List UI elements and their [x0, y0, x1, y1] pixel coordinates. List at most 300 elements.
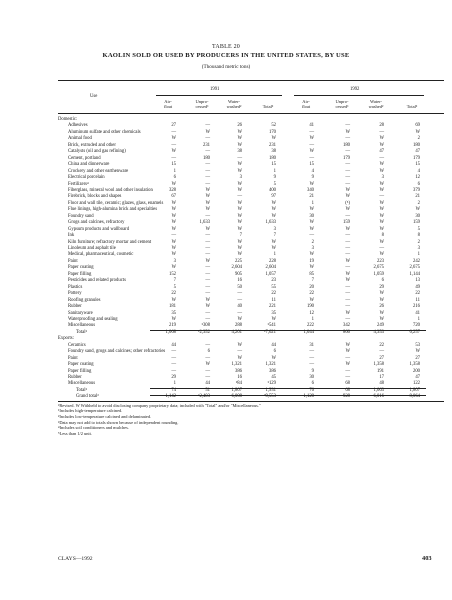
- table-cell: 3: [239, 175, 242, 181]
- table-cell: W: [205, 200, 210, 206]
- table-cell: 28: [379, 123, 384, 129]
- table-cell: W: [171, 297, 176, 303]
- footnote: ²Includes low-temperature calcined and delaminated.: [58, 414, 152, 419]
- table-cell: 3: [273, 226, 276, 232]
- table-cell: 159: [412, 220, 420, 226]
- column-header-line: Unpro-: [195, 99, 209, 104]
- table-cell: 1,142: [165, 394, 176, 400]
- row-label: Animal food: [68, 136, 92, 142]
- table-cell: —: [345, 246, 350, 251]
- table-cell: W: [171, 136, 176, 142]
- table-cell: 3: [173, 258, 176, 264]
- table-cell: W: [205, 187, 210, 193]
- table-cell: W: [171, 252, 176, 258]
- table-cell: 7: [173, 278, 176, 284]
- table-cell: W: [379, 168, 384, 174]
- column-header: [252, 104, 284, 109]
- table-cell: —: [205, 162, 210, 168]
- row-label: Foundry sand, grogs and calcines; other refractories: [68, 349, 166, 355]
- table-cell: —: [171, 362, 176, 368]
- table-cell: W: [345, 342, 350, 348]
- table-cell: 15: [415, 162, 420, 168]
- table-cell: W: [171, 239, 176, 245]
- table-cell: 3: [417, 246, 420, 251]
- column-header-line: washed²: [226, 104, 242, 110]
- table-cell: 222: [306, 323, 314, 329]
- table-cell: 179: [342, 155, 350, 161]
- table-cell: 12: [309, 310, 314, 316]
- row-label: Rubber: [68, 304, 82, 310]
- table-cell: 23: [271, 278, 276, 284]
- table-cell: W: [309, 136, 314, 142]
- table-cell: W: [309, 220, 314, 226]
- table-cell: W: [309, 252, 314, 258]
- table-cell: 48: [379, 381, 384, 387]
- table-cell: —: [205, 342, 210, 348]
- row-label: Cement, portland: [68, 155, 101, 161]
- table-cell: 29: [171, 375, 176, 380]
- table-cell: W: [171, 246, 176, 251]
- table-cell: 288: [234, 323, 242, 329]
- table-cell: 225: [234, 258, 242, 264]
- table-cell: 191: [376, 368, 384, 374]
- table-cell: W: [237, 316, 242, 322]
- table-cell: —: [171, 155, 176, 161]
- table-cell: 9: [311, 175, 314, 181]
- table-cell: ³129: [267, 381, 276, 387]
- table-cell: 2,675: [373, 265, 384, 271]
- table-cell: —: [237, 155, 242, 161]
- table-cell: —: [345, 284, 350, 290]
- table-cell: —: [309, 142, 314, 148]
- table-cell: 7: [239, 233, 242, 239]
- row-label: Ceramics: [68, 342, 86, 348]
- table-cell: 27: [415, 355, 420, 361]
- table-cell: 22: [309, 291, 314, 297]
- table-cell: —: [205, 284, 210, 290]
- table-cell: 15: [309, 162, 314, 168]
- table-cell: 4,353: [373, 329, 384, 335]
- table-cell: 44: [205, 381, 210, 387]
- table-cell: 13: [415, 278, 420, 284]
- table-cell: 219: [168, 323, 176, 329]
- table-cell: 30: [309, 213, 314, 219]
- table-cell: 1,321: [265, 362, 276, 368]
- table-top-rule: [58, 80, 444, 81]
- table-cell: W: [205, 258, 210, 264]
- row-label: Paper filling: [68, 368, 92, 374]
- table-cell: ³9,553: [264, 394, 276, 400]
- table-cell: —: [345, 233, 350, 239]
- table-cell: 180: [412, 142, 420, 148]
- table-cell: 15: [171, 162, 176, 168]
- table-cell: —: [205, 246, 210, 251]
- table-cell: 1: [417, 316, 420, 322]
- table-cell: 15: [271, 162, 276, 168]
- row-label: Aluminum sulfate and other chemicals: [68, 129, 141, 135]
- header-bottom-rule: [58, 113, 444, 114]
- table-cell: W: [237, 220, 242, 226]
- table-cell: 35: [271, 310, 276, 316]
- row-label: Grogs and calcines, refractory: [68, 220, 125, 226]
- table-cell: 22: [171, 291, 176, 297]
- table-cell: W: [205, 194, 210, 200]
- table-cell: 49: [415, 284, 420, 290]
- table-cell: W: [379, 220, 384, 226]
- table-cell: 216: [412, 304, 420, 310]
- table-cell: W: [237, 226, 242, 232]
- table-cell: 53: [415, 342, 420, 348]
- table-cell: —: [171, 368, 176, 374]
- row-label: Grand total³: [76, 394, 99, 400]
- table-cell: W: [205, 297, 210, 303]
- row-label: Plastics: [68, 284, 83, 290]
- table-cell: 2: [417, 136, 420, 142]
- table-cell: W: [345, 226, 350, 232]
- table-cell: —: [309, 362, 314, 368]
- table-cell: 22: [379, 342, 384, 348]
- year-rule-1991: [156, 95, 282, 96]
- table-cell: ³2,352: [198, 329, 210, 335]
- table-cell: W: [415, 349, 420, 355]
- row-label: Waterproofing and sealing: [68, 316, 118, 322]
- table-cell: 2: [417, 200, 420, 206]
- table-cell: —: [205, 310, 210, 316]
- table-cell: W: [205, 304, 210, 310]
- table-cell: 47: [379, 149, 384, 155]
- table-cell: W: [309, 226, 314, 232]
- table-cell: 22: [271, 291, 276, 297]
- table-cell: 41: [309, 123, 314, 129]
- table-cell: 2,675: [409, 265, 420, 271]
- table-cell: W: [379, 207, 384, 213]
- table-cell: 3: [381, 175, 384, 181]
- row-label: Crockery and other earthenware: [68, 168, 129, 174]
- column-header: [152, 99, 184, 109]
- table-cell: 231: [202, 142, 210, 148]
- table-cell: 5: [173, 284, 176, 290]
- column-header-line: Air-: [302, 99, 310, 104]
- table-cell: —: [205, 175, 210, 181]
- table-cell: 1: [417, 252, 420, 258]
- footnote: ³Data may not add to totals shown because of independent rounding.: [58, 419, 179, 425]
- table-cell: W: [379, 291, 384, 297]
- table-cell: 30: [309, 375, 314, 380]
- table-cell: 1: [311, 316, 314, 322]
- column-header: [326, 99, 358, 109]
- table-cell: 50: [237, 284, 242, 290]
- table-cell: —: [205, 355, 210, 361]
- table-cell: 26: [237, 123, 242, 129]
- table-cell: —: [345, 181, 350, 187]
- table-cell: 68: [345, 381, 350, 387]
- table-cell: 1,807: [409, 387, 420, 393]
- table-cell: 328: [168, 187, 176, 193]
- table-cell: W: [309, 181, 314, 187]
- table-cell: 1,044: [303, 329, 314, 335]
- table-cell: —: [345, 168, 350, 174]
- table-cell: 928: [342, 394, 350, 400]
- table-cell: 242: [412, 258, 420, 264]
- table-cell: 7: [273, 233, 276, 239]
- table-cell: W: [345, 278, 350, 284]
- table-cell: 181: [168, 304, 176, 310]
- table-cell: 179: [412, 155, 420, 161]
- table-cell: 8: [417, 233, 420, 239]
- table-cell: —: [205, 233, 210, 239]
- table-cell: W: [171, 181, 176, 187]
- table-cell: 85: [309, 271, 314, 277]
- running-footer: CLAYS—1992: [58, 556, 93, 562]
- table-cell: W: [205, 362, 210, 368]
- table-cell: 228: [268, 258, 276, 264]
- table-cell: 21: [309, 194, 314, 200]
- table-cell: 9: [273, 175, 276, 181]
- table-cell: 1,663: [373, 387, 384, 393]
- table-cell: —: [205, 271, 210, 277]
- table-cell: —: [205, 213, 210, 219]
- table-cell: ³84: [235, 381, 242, 387]
- table-cell: W: [171, 207, 176, 213]
- row-label: Paint: [68, 355, 78, 361]
- table-cell: ³541: [267, 323, 276, 329]
- table-cell: 231: [268, 142, 276, 148]
- table-cell: W: [379, 252, 384, 258]
- table-cell: 6: [381, 278, 384, 284]
- table-cell: 386: [234, 368, 242, 374]
- table-cell: —: [237, 310, 242, 316]
- table-cell: —: [309, 355, 314, 361]
- row-label: Gypsum products and wallboard: [68, 226, 130, 232]
- table-cell: 51: [205, 387, 210, 393]
- table-cell: —: [345, 239, 350, 245]
- use-column-header: Use: [90, 94, 98, 99]
- table-cell: 2: [311, 239, 314, 245]
- table-cell: 6: [173, 175, 176, 181]
- table-cell: W: [345, 187, 350, 193]
- table-cell: 180: [202, 155, 210, 161]
- table-cell: —: [309, 129, 314, 135]
- table-cell: W: [379, 239, 384, 245]
- table-cell: 342: [342, 323, 350, 329]
- table-cell: W: [271, 136, 276, 142]
- table-cell: —: [205, 181, 210, 187]
- row-label: Total³: [76, 329, 87, 335]
- column-header-line: float: [163, 104, 173, 110]
- table-cell: 44: [271, 342, 276, 348]
- table-cell: W: [205, 226, 210, 232]
- row-label: Fertilizers⁴: [68, 181, 89, 187]
- table-cell: 249: [376, 323, 384, 329]
- table-cell: 7: [311, 278, 314, 284]
- column-header-line: Air-: [164, 99, 172, 104]
- table-cell: 16: [237, 278, 242, 284]
- table-cell: W: [415, 207, 420, 213]
- table-cell: 2,604: [231, 265, 242, 271]
- table-cell: —: [345, 175, 350, 181]
- table-cell: W: [171, 213, 176, 219]
- table-cell: W: [379, 200, 384, 206]
- table-cell: —: [345, 297, 350, 303]
- column-header-line: washed²: [368, 104, 384, 110]
- table-cell: 19: [309, 258, 314, 264]
- table-cell: —: [345, 123, 350, 129]
- table-cell: W: [271, 207, 276, 213]
- column-header: [290, 99, 322, 109]
- table-cell: W: [345, 194, 350, 200]
- table-cell: 69: [415, 123, 420, 129]
- table-cell: 6,016: [373, 394, 384, 400]
- table-cell: 76: [309, 387, 314, 393]
- table-cell: (⁵): [345, 200, 350, 206]
- table-cell: W: [345, 207, 350, 213]
- row-label: Roofing granules: [68, 297, 101, 303]
- row-label: Fiberglass, mineral wool and other insulation: [68, 187, 153, 193]
- table-cell: W: [309, 297, 314, 303]
- table-cell: 1,931: [265, 387, 276, 393]
- table-cell: 159: [342, 220, 350, 226]
- row-label: Paper coating: [68, 265, 94, 271]
- table-cell: W: [309, 265, 314, 271]
- table-cell: 180: [268, 155, 276, 161]
- table-cell: W: [309, 207, 314, 213]
- table-cell: 52: [271, 123, 276, 129]
- table-cell: —: [379, 246, 384, 251]
- table-cell: W: [379, 297, 384, 303]
- table-cell: W: [271, 200, 276, 206]
- table-cell: 74: [171, 387, 176, 393]
- table-cell: 22: [415, 291, 420, 297]
- table-cell: 44: [171, 342, 176, 348]
- row-label: China and dinnerware: [68, 162, 110, 168]
- section-title: Exports:: [58, 336, 74, 342]
- table-cell: 68: [345, 387, 350, 393]
- table-cell: W: [345, 129, 350, 135]
- table-cell: 2: [417, 239, 420, 245]
- table-cell: —: [345, 355, 350, 361]
- table-cell: 27: [171, 123, 176, 129]
- table-cell: —: [309, 349, 314, 355]
- table-cell: 1,633: [199, 220, 210, 226]
- table-cell: W: [237, 187, 242, 193]
- table-cell: —: [345, 375, 350, 380]
- table-cell: 3: [311, 246, 314, 251]
- table-cell: 152: [168, 271, 176, 277]
- row-label: Pesticides and related products: [68, 278, 126, 284]
- table-cell: 55: [271, 284, 276, 290]
- row-label: Paint: [68, 258, 78, 264]
- column-header-line: Total³: [406, 104, 418, 109]
- table-cell: 4: [311, 168, 314, 174]
- table-cell: 1,144: [409, 271, 420, 277]
- year-header-1991: 1991: [210, 87, 220, 92]
- table-cell: W: [379, 136, 384, 142]
- table-cell: 29: [379, 284, 384, 290]
- page-number: 403: [422, 555, 432, 562]
- table-cell: 1,059: [373, 271, 384, 277]
- table-cell: 860: [342, 329, 350, 335]
- table-cell: —: [205, 123, 210, 129]
- table-cell: —: [205, 136, 210, 142]
- table-cell: 41: [415, 310, 420, 316]
- table-cell: —: [237, 291, 242, 297]
- table-cell: —: [345, 368, 350, 374]
- table-cell: 720: [412, 323, 420, 329]
- table-cell: 6: [311, 381, 314, 387]
- table-cell: 38: [237, 149, 242, 155]
- table-cell: —: [205, 291, 210, 297]
- table-cell: 30: [415, 213, 420, 219]
- row-label: Paper coating: [68, 362, 94, 368]
- column-header: [218, 99, 250, 109]
- table-cell: W: [237, 142, 242, 148]
- table-cell: W: [171, 226, 176, 232]
- table-cell: 1,321: [231, 362, 242, 368]
- table-cell: —: [237, 297, 242, 303]
- table-cell: 8: [381, 233, 384, 239]
- table-cell: 26: [379, 304, 384, 310]
- table-cell: 35: [171, 310, 176, 316]
- table-cell: 17: [379, 375, 384, 380]
- row-label: Ink: [68, 233, 75, 239]
- table-cell: —: [171, 142, 176, 148]
- table-cell: W: [345, 271, 350, 277]
- table-cell: ³2,403: [198, 394, 210, 400]
- table-cell: —: [345, 304, 350, 310]
- table-cell: W: [237, 342, 242, 348]
- table-cell: W: [171, 316, 176, 322]
- table-cell: 1,633: [265, 220, 276, 226]
- table-cell: W: [171, 220, 176, 226]
- row-label: Linoleum and asphalt tile: [68, 246, 116, 251]
- row-label: Paper filling: [68, 271, 92, 277]
- footnote: ¹Includes high-temperature calcined.: [58, 408, 123, 414]
- table-cell: 1,807: [231, 387, 242, 393]
- table-cell: —: [237, 194, 242, 200]
- table-cell: 1,068: [165, 329, 176, 335]
- table-cell: 1: [173, 381, 176, 387]
- table-cell: W: [205, 207, 210, 213]
- column-header-line: cessed¹: [195, 104, 209, 110]
- table-cell: —: [205, 368, 210, 374]
- table-cell: 67: [171, 194, 176, 200]
- column-header-line: cessed¹: [335, 104, 349, 110]
- table-cell: —: [205, 375, 210, 380]
- row-label: Floor and wall tile, ceramic; glazes, glass, enamels: [68, 200, 164, 206]
- table-cell: 1,358: [409, 362, 420, 368]
- table-cell: 9: [311, 368, 314, 374]
- table-cell: 40: [237, 304, 242, 310]
- table-cell: 200: [412, 368, 420, 374]
- footnote: ⁴Includes soil conditioners and mulches.: [58, 425, 129, 431]
- table-cell: W: [345, 258, 350, 264]
- table-cell: —: [205, 239, 210, 245]
- table-cell: W: [271, 246, 276, 251]
- table-cell: W: [345, 349, 350, 355]
- table-cell: —: [345, 162, 350, 168]
- table-cell: 5: [273, 181, 276, 187]
- year-header-1992: 1992: [350, 87, 360, 92]
- table-cell: 27: [379, 355, 384, 361]
- table-cell: 1: [273, 168, 276, 174]
- table-cell: 180: [342, 142, 350, 148]
- column-header-line: float: [301, 104, 311, 110]
- table-cell: 12: [415, 175, 420, 181]
- table-cell: —: [345, 265, 350, 271]
- table-cell: 340: [306, 187, 314, 193]
- table-cell: 190: [306, 304, 314, 310]
- row-label: Kiln furniture; refractory mortar and cement: [68, 239, 152, 245]
